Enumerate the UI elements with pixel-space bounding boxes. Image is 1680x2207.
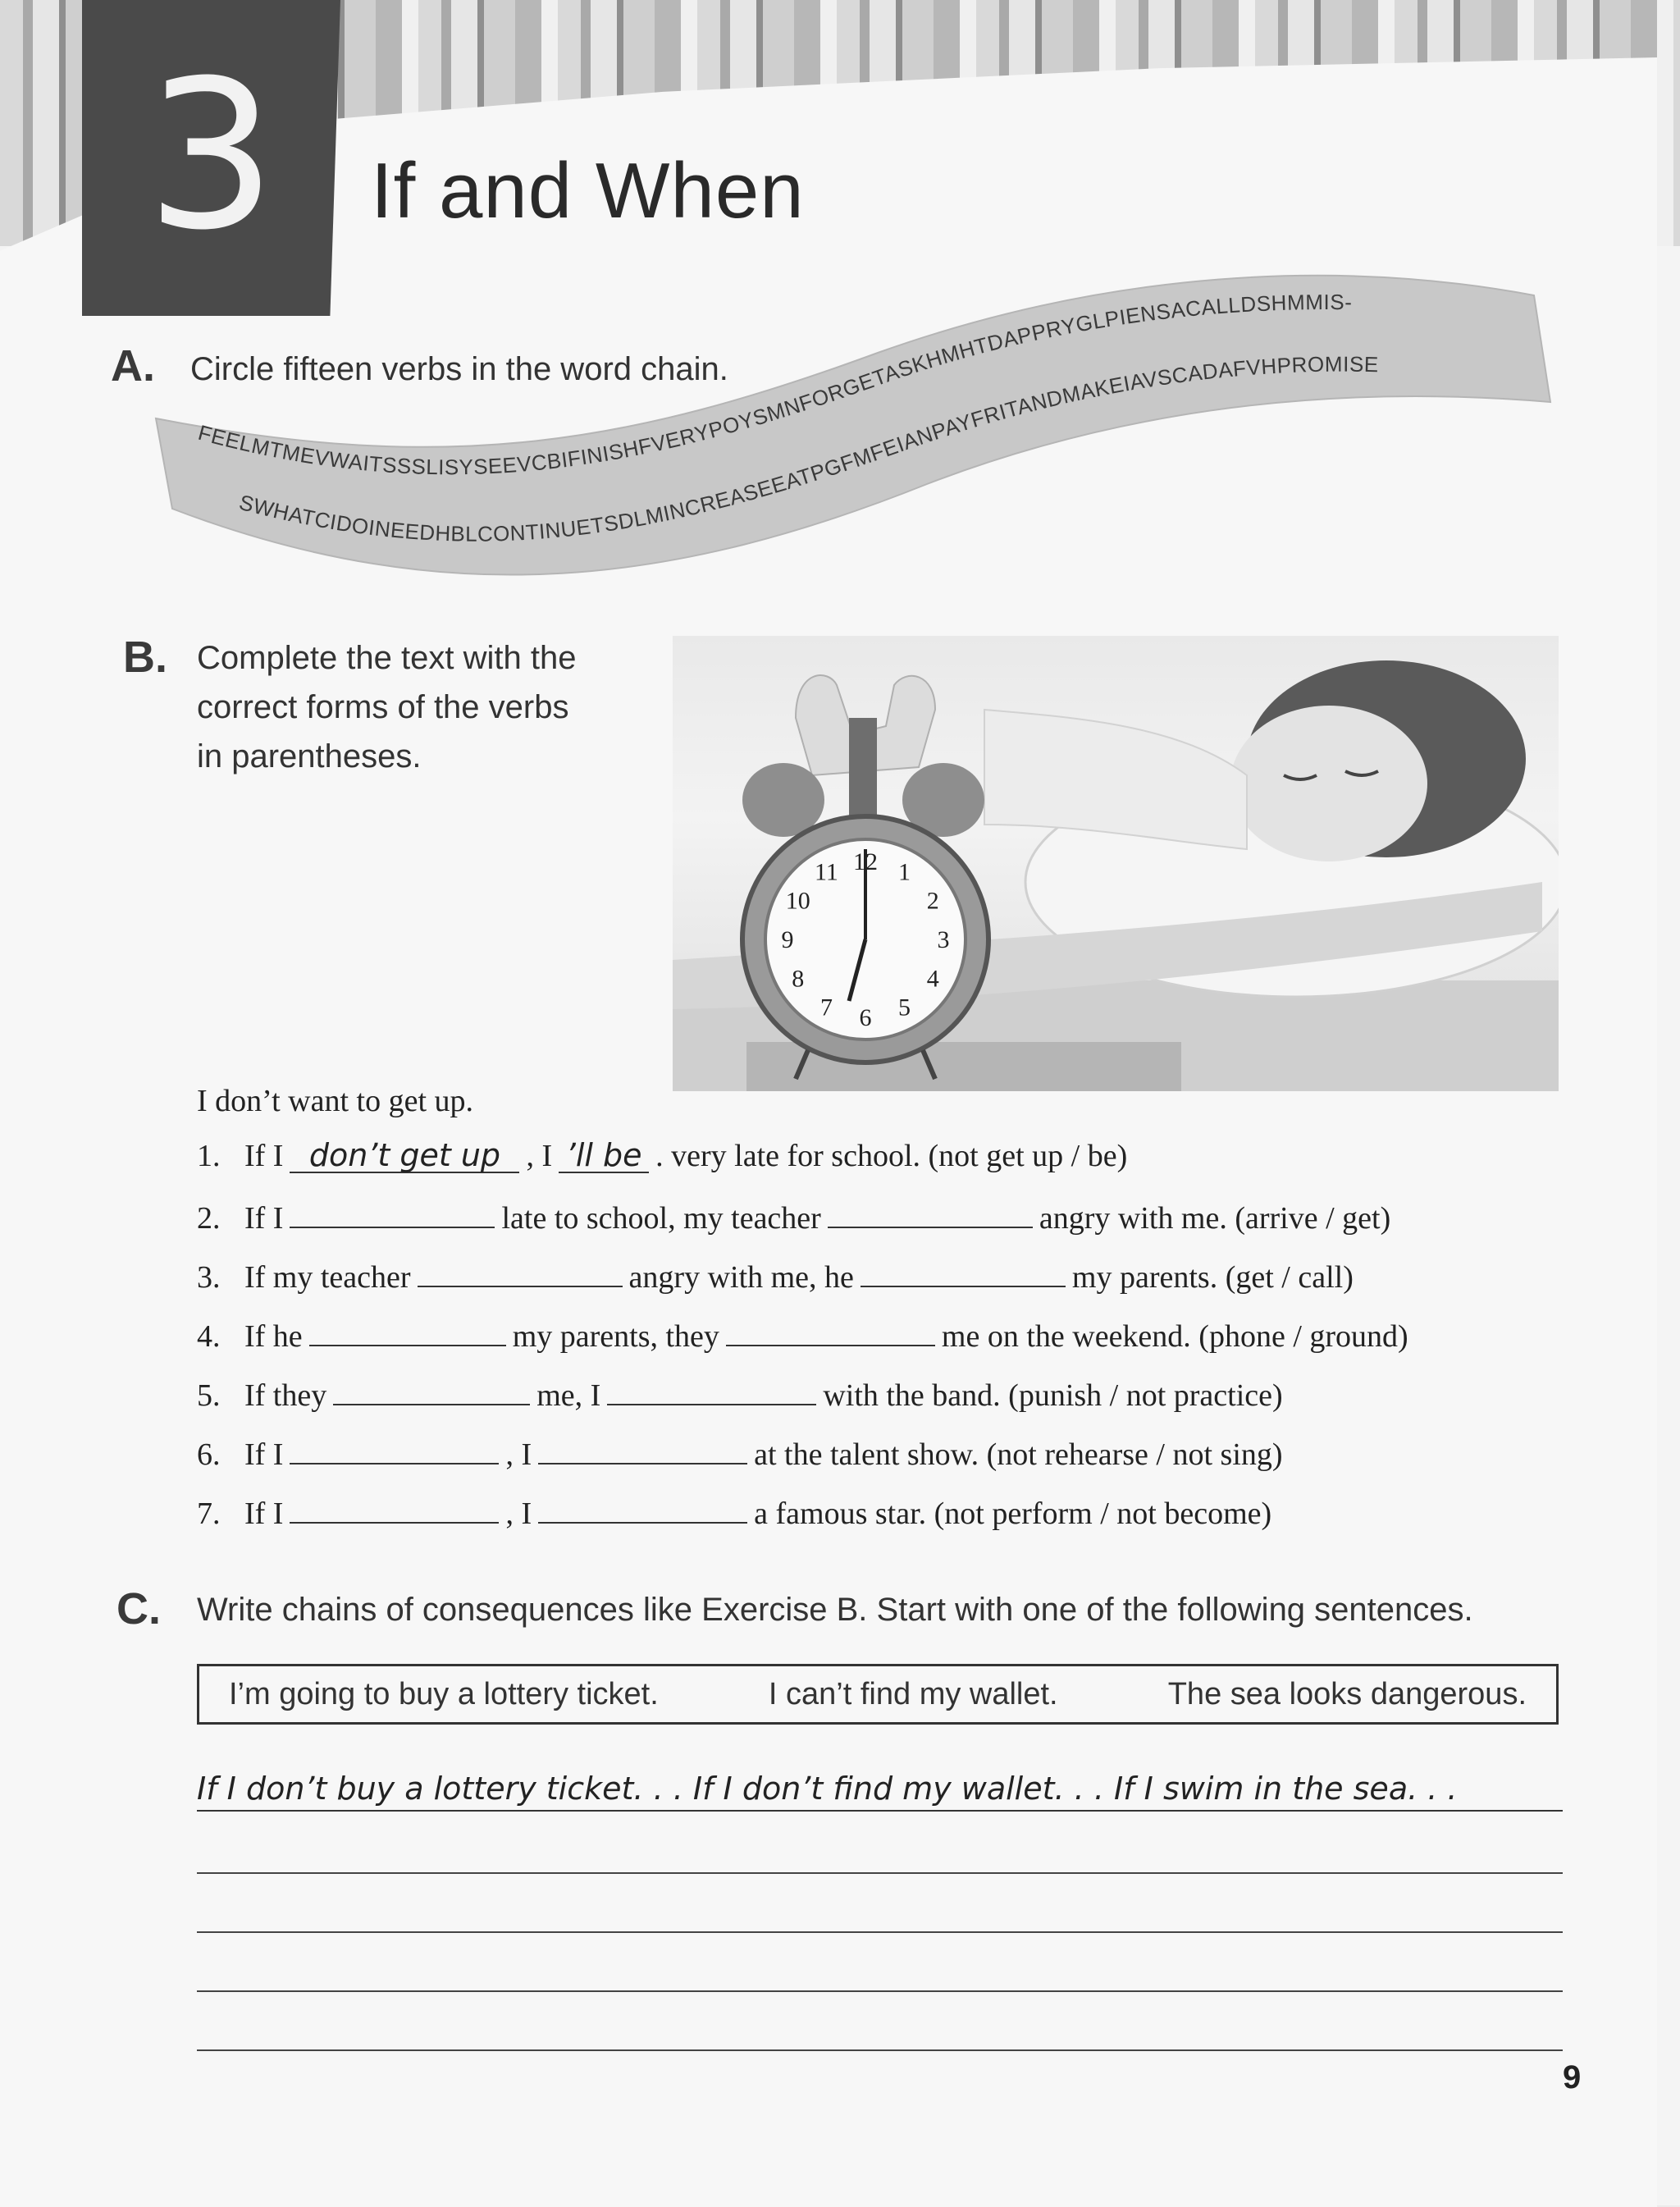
- item-number: 5.: [197, 1378, 221, 1413]
- item-number: 6.: [197, 1437, 221, 1472]
- clock-number: 3: [937, 926, 950, 953]
- clock-number: 4: [926, 965, 939, 993]
- answer-blank[interactable]: [538, 1492, 747, 1524]
- answer-blank[interactable]: [607, 1374, 816, 1405]
- item-text: If I: [244, 1139, 284, 1173]
- answer-blank[interactable]: [418, 1256, 623, 1287]
- answer-blank[interactable]: [290, 1433, 499, 1464]
- word-chain-ribbon: [139, 263, 1567, 607]
- clock-number: 2: [926, 887, 939, 915]
- filled-answer[interactable]: ’ll be: [559, 1139, 649, 1173]
- instruction-line: Complete the text with the: [197, 640, 577, 676]
- answer-blank[interactable]: [309, 1315, 506, 1346]
- item-text: with the band. (punish / not practice): [823, 1378, 1283, 1413]
- clock-number: 5: [898, 994, 911, 1021]
- answer-blank[interactable]: [538, 1433, 747, 1464]
- example-answer-line[interactable]: If I don’t buy a lottery ticket. . . If I don’t find my wallet. . . If I swim in the sea. . .: [197, 1771, 1563, 1812]
- item-number: 1.: [197, 1139, 221, 1173]
- unit-number: 3: [145, 36, 277, 275]
- exercise-intro: I don’t want to get up.: [197, 1084, 474, 1118]
- item-text: . very late for school. (not get up / be): [655, 1139, 1128, 1173]
- item-text: If I: [244, 1496, 284, 1531]
- face: [1230, 706, 1427, 861]
- sentence-options-box: [197, 1664, 1559, 1725]
- section-b-instruction: [197, 633, 576, 781]
- filled-answer[interactable]: don’t get up: [290, 1139, 519, 1173]
- answer-blank[interactable]: [861, 1256, 1066, 1287]
- page-number: 9: [1563, 2059, 1582, 2095]
- item-text: , I: [505, 1437, 532, 1472]
- exercise-item: [197, 1433, 1283, 1473]
- section-c-letter: C.: [116, 1584, 161, 1634]
- blanket: [984, 710, 1247, 849]
- answer-line[interactable]: [197, 1931, 1563, 1933]
- item-text: my parents. (get / call): [1071, 1260, 1354, 1295]
- item-text: , I: [505, 1496, 532, 1531]
- option-sentence: I can’t find my wallet.: [768, 1676, 1058, 1711]
- section-c-instruction: Write chains of consequences like Exercise B. Start with one of the following sentences.: [197, 1592, 1473, 1628]
- clock-number: 11: [815, 858, 838, 886]
- item-text: my parents, they: [512, 1319, 719, 1354]
- item-number: 2.: [197, 1201, 221, 1236]
- clock-number: 7: [820, 994, 833, 1021]
- photo-illustration: [673, 636, 1559, 1091]
- item-text: me on the weekend. (phone / ground): [941, 1319, 1408, 1354]
- item-text: If they: [244, 1378, 327, 1413]
- item-text: angry with me, he: [628, 1260, 854, 1295]
- exercise-item: [197, 1492, 1271, 1532]
- item-text: late to school, my teacher: [501, 1201, 821, 1236]
- answer-blank[interactable]: [290, 1197, 495, 1228]
- section-a-instruction: Circle fifteen verbs in the word chain.: [190, 351, 728, 387]
- answer-line[interactable]: [197, 1872, 1563, 1874]
- clock-number: 10: [785, 887, 810, 915]
- answer-blank[interactable]: [726, 1315, 935, 1346]
- clock-hammer: [849, 718, 877, 816]
- instruction-line: in parentheses.: [197, 738, 422, 775]
- item-number: 3.: [197, 1260, 221, 1295]
- item-text: a famous star. (not perform / not become): [754, 1496, 1272, 1531]
- instruction-line: correct forms of the verbs: [197, 689, 569, 725]
- exercise-item: [197, 1374, 1283, 1414]
- exercise-item: [197, 1256, 1354, 1295]
- clock-number: 9: [781, 926, 794, 953]
- section-b-letter: B.: [123, 633, 167, 682]
- item-text: If I: [244, 1437, 284, 1472]
- option-sentence: The sea looks dangerous.: [1167, 1676, 1527, 1711]
- clock-number: 1: [898, 858, 911, 886]
- section-a-letter: A.: [111, 341, 155, 391]
- clock-number: 6: [859, 1004, 872, 1031]
- chain-line-2: SWHATCIDOINEEDHBLCONTINUETSDLMINCREASEEATPGFMFEIANPAYFRITANDMAKEIAVSCADAFVHPROMISE: [236, 351, 1380, 546]
- item-text: at the talent show. (not rehearse / not sing): [754, 1437, 1283, 1472]
- item-text: me, I: [536, 1378, 601, 1413]
- item-text: angry with me. (arrive / get): [1039, 1201, 1391, 1236]
- exercise-item: [197, 1197, 1390, 1236]
- item-text: If my teacher: [244, 1260, 411, 1295]
- answer-blank[interactable]: [290, 1492, 499, 1524]
- item-text: If I: [244, 1201, 284, 1236]
- item-text: , I: [526, 1139, 553, 1173]
- option-sentence: I’m going to buy a lottery ticket.: [229, 1676, 659, 1711]
- exercise-item: [197, 1315, 1408, 1355]
- item-text: If he: [244, 1319, 303, 1354]
- item-number: 7.: [197, 1496, 221, 1531]
- unit-title: If and When: [371, 147, 805, 235]
- alarm-clock-photo: [673, 636, 1559, 1091]
- chain-line-1: FEELMTMEVWAITSSSLISYSEEVCBIFINISHFVERYPOYSMNFORGETASKHMHTDAPPRYGLPIENSACALLDSHMMIS-: [195, 289, 1353, 480]
- exercise-item: [197, 1138, 1127, 1174]
- clock-number: 12: [853, 848, 878, 875]
- answer-blank[interactable]: [333, 1374, 530, 1405]
- answer-blank[interactable]: [828, 1197, 1033, 1228]
- clock-number: 8: [792, 965, 805, 993]
- answer-line[interactable]: [197, 2049, 1563, 2051]
- answer-line[interactable]: [197, 1990, 1563, 1992]
- item-number: 4.: [197, 1319, 221, 1354]
